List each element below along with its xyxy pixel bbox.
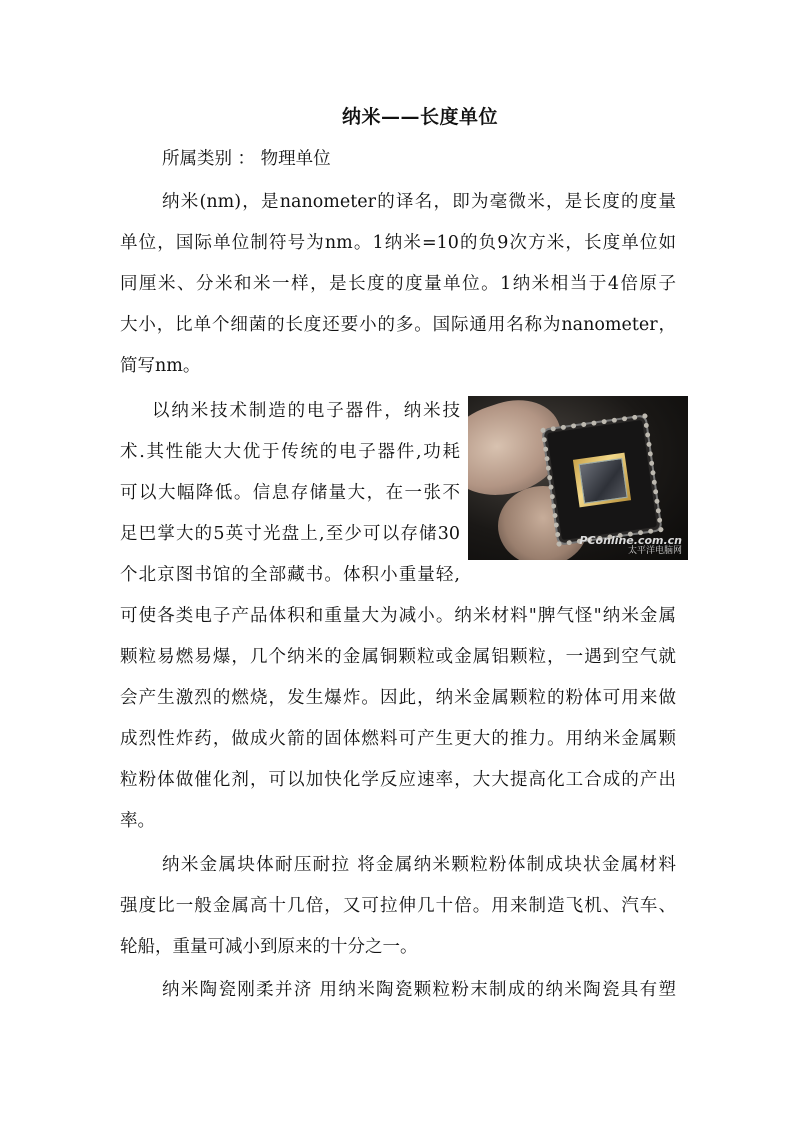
para2-line-10: 粒粉体做催化剂，可以加快化学反应速率，大大提高化工合成的产出: [120, 770, 676, 790]
photo-watermark: [579, 536, 682, 556]
chip-die: [573, 453, 631, 508]
para1-line-4: 大小，比单个细菌的长度还要小的多。国际通用名称为nanometer，: [120, 315, 676, 335]
chip-photo: [468, 396, 688, 560]
para4-line-1: 纳米陶瓷刚柔并济 用纳米陶瓷颗粒粉末制成的纳米陶瓷具有塑: [162, 980, 676, 1000]
watermark-line-2: 太平洋电脑网: [627, 546, 682, 556]
chip-package: [547, 420, 657, 540]
para1-line-2: 单位，国际单位制符号为nm。1纳米=10的负9次方米，长度单位如: [120, 233, 676, 253]
para2-line-9: 成烈性炸药，做成火箭的固体燃料可产生更大的推力。用纳米金属颗: [120, 729, 676, 749]
para2-line-4: 足巴掌大的5英寸光盘上,至少可以存储30: [120, 524, 460, 544]
para2-line-6: 可使各类电子产品体积和重量大为减小。纳米材料"脾气怪"纳米金属: [120, 606, 676, 626]
para2-line-3: 可以大幅降低。信息存储量大，在一张不: [120, 483, 460, 503]
para2-line-5: 个北京图书馆的全部藏书。体积小重量轻,: [120, 565, 460, 585]
para1-line-1: 纳米(nm)，是nanometer的译名，即为毫微米，是长度的度量: [162, 192, 676, 212]
para3-line-3: 轮船，重量可减小到原来的十分之一。: [120, 937, 418, 957]
para2-line-2: 术.其性能大大优于传统的电子器件,功耗: [120, 442, 460, 462]
page-title: 纳米——长度单位: [341, 106, 498, 128]
para2-line-8: 会产生激烈的燃烧，发生爆炸。因此，纳米金属颗粒的粉体可用来做: [120, 688, 676, 708]
para3-line-1: 纳米金属块体耐压耐拉 将金属纳米颗粒粉体制成块状金属材料: [162, 855, 676, 875]
para2-line-1: 以纳米技术制造的电子器件，纳米技: [152, 401, 460, 421]
para1-line-5: 简写nm。: [120, 356, 201, 376]
para1-line-3: 同厘米、分米和米一样，是长度的度量单位。1纳米相当于4倍原子: [120, 274, 676, 294]
para3-line-2: 强度比一般金属高十几倍，又可拉伸几十倍。用来制造飞机、汽车、: [120, 896, 676, 916]
para2-line-7: 颗粒易燃易爆，几个纳米的金属铜颗粒或金属铝颗粒，一遇到空气就: [120, 647, 676, 667]
category-line: 所属类别 ： 物理单位: [162, 149, 331, 169]
para2-line-11: 率。: [120, 811, 155, 831]
watermark-line-1: PConline.com.cn: [579, 534, 682, 547]
